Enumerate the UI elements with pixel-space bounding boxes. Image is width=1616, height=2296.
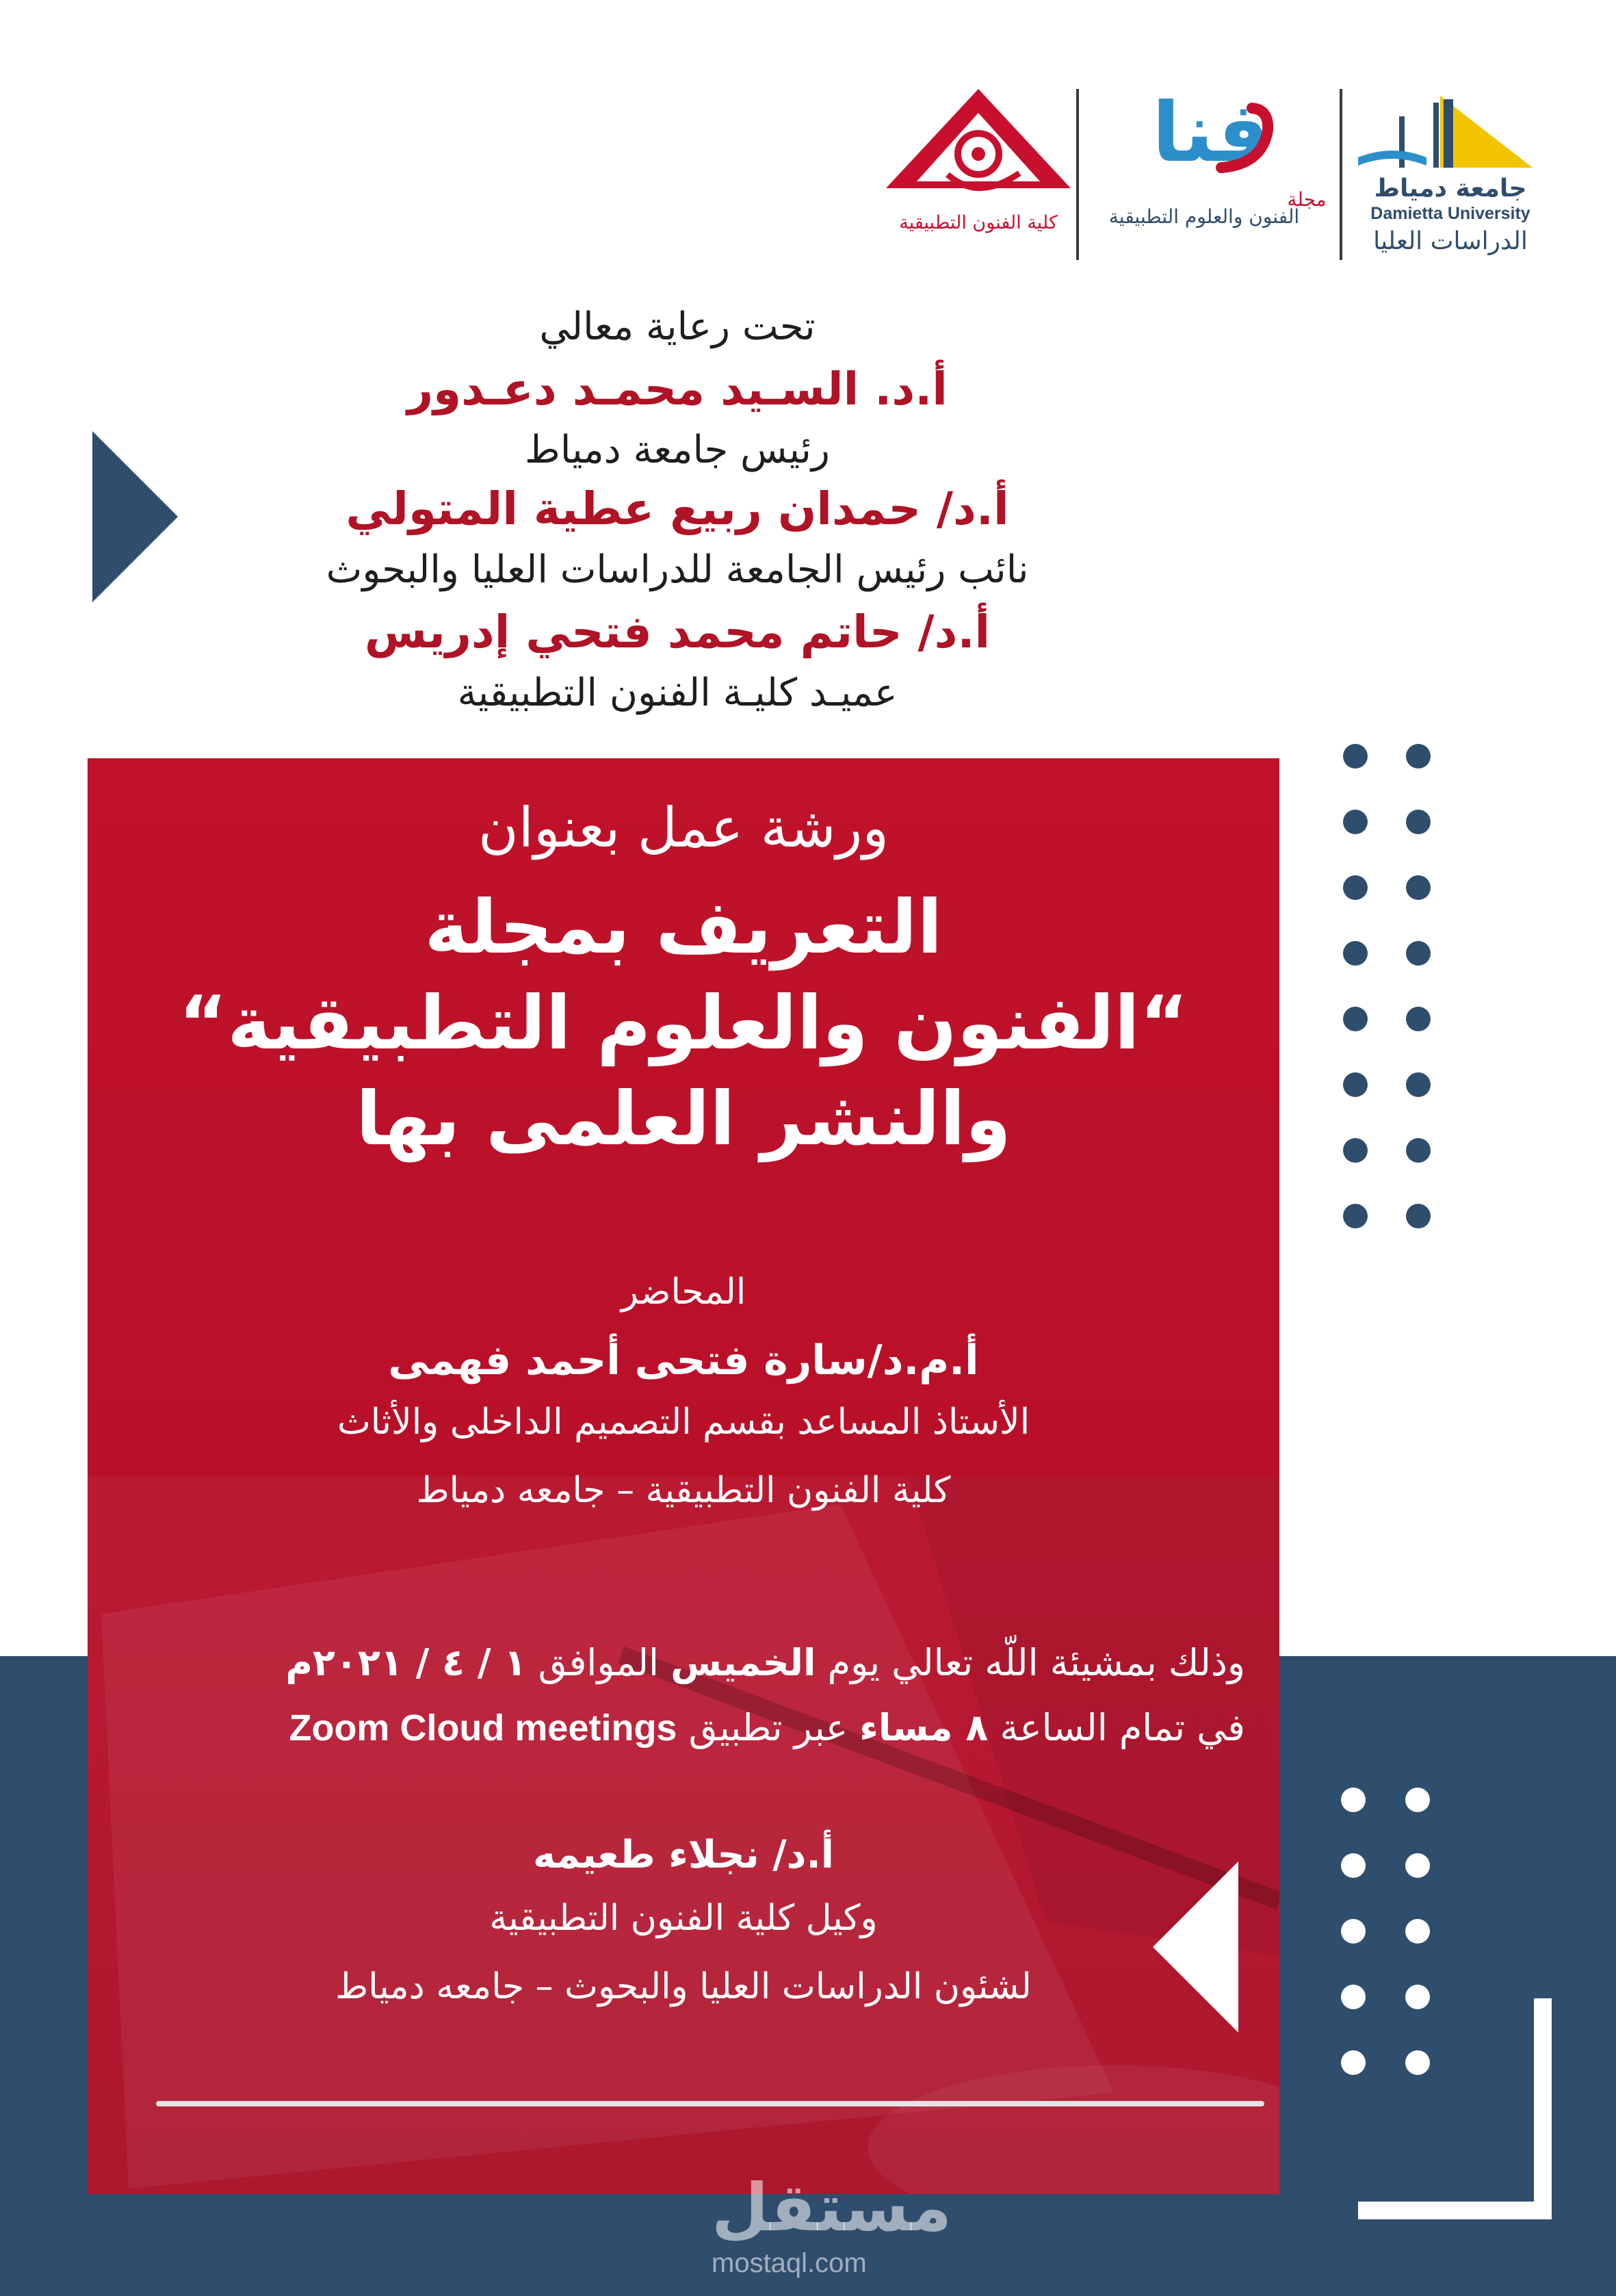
- workshop-title-line2: “الفنون والعلوم التطبيقية“: [179, 981, 1188, 1066]
- journal-logo-swoosh-icon: [1214, 103, 1276, 178]
- dot: [1343, 1072, 1368, 1097]
- patron-title-dean: عميـد كليـة الفنون التطبيقية: [457, 671, 898, 715]
- lecturer-name: أ.م.د/سارة فتحى أحمد فهمى: [388, 1337, 979, 1384]
- watermark-url: mostaql.com: [712, 2248, 867, 2278]
- patron-title-vice-president: نائب رئيس الجامعة للدراسات العليا والبحوث: [326, 547, 1029, 592]
- logo-divider: [1340, 89, 1342, 260]
- triangle-arrow-icon: [92, 431, 181, 602]
- dot: [1406, 810, 1431, 834]
- lecturer-label: المحاضر: [621, 1272, 746, 1313]
- university-logo-ar: جامعة دمياط: [1374, 175, 1527, 203]
- faculty-logo: [883, 86, 1074, 257]
- triangle-arrow-icon: [1153, 1861, 1242, 2033]
- schedule-date-prefix: وذلك بمشيئة اللّه تعالي يوم: [816, 1641, 1245, 1684]
- dot: [1343, 1204, 1368, 1228]
- card-divider-line: [156, 2101, 1264, 2106]
- schedule-date-line: [285, 1641, 1245, 1684]
- university-logo-sub: الدراسات العليا: [1373, 227, 1528, 255]
- journal-logo-mark: فنا: [1151, 86, 1270, 181]
- lecturer-role: الأستاذ المساعد بقسم التصميم الداخلى والأثاث: [337, 1402, 1030, 1443]
- dot: [1343, 810, 1368, 834]
- workshop-intro: ورشة عمل بعنوان: [478, 796, 889, 860]
- dot: [1406, 1007, 1431, 1031]
- journal-logo-text: الفنون والعلوم التطبيقية: [1108, 205, 1300, 228]
- university-logo-en: Damietta University: [1370, 204, 1530, 223]
- schedule-app-name: Zoom Cloud meetings: [289, 1707, 677, 1749]
- workshop-title-line1: التعريف بمجلة: [424, 885, 943, 970]
- journal-logo: [1088, 86, 1334, 260]
- university-logo: [1351, 89, 1550, 260]
- patron-title-president: رئيس جامعة دمياط: [525, 428, 830, 472]
- vice-dean-title: وكيل كلية الفنون التطبيقية: [489, 1898, 878, 1939]
- dot: [1406, 1138, 1431, 1163]
- dot: [1343, 1138, 1368, 1163]
- journal-logo-word: مجلة: [1287, 188, 1327, 211]
- patron-name-vice-president: أ.د/ حمدان ربيع عطية المتولي: [346, 482, 1009, 535]
- dot: [1406, 1204, 1431, 1228]
- dot: [1406, 744, 1431, 769]
- dot: [1343, 1007, 1368, 1031]
- logo-divider: [1076, 89, 1079, 260]
- dot: [1343, 941, 1368, 966]
- vice-dean-department: لشئون الدراسات العليا والبحوث – جامعه دمياط: [335, 1966, 1032, 2007]
- workshop-title-line3: والنشر العلمى بها: [356, 1076, 1011, 1162]
- schedule-date: ١ / ٤ / ٢٠٢١م: [285, 1641, 527, 1684]
- schedule-time-mid: عبر تطبيق: [677, 1706, 860, 1749]
- schedule-date-mid: الموافق: [526, 1641, 671, 1684]
- dot: [1343, 875, 1368, 900]
- dot: [1406, 1072, 1431, 1097]
- university-emblem-icon: [1351, 89, 1550, 178]
- schedule-day: الخميس: [670, 1641, 816, 1684]
- lecturer-affiliation: كلية الفنون التطبيقية – جامعه دمياط: [416, 1470, 951, 1511]
- watermark-logo: مستقل: [712, 2169, 952, 2246]
- dot: [1406, 875, 1431, 900]
- dot: [1406, 941, 1431, 966]
- dot: [1343, 744, 1368, 769]
- schedule-time-line: [289, 1706, 1245, 1749]
- patron-name-dean: أ.د/ حاتم محمد فتحي إدريس: [364, 606, 991, 658]
- vice-dean-name: أ.د/ نجلاء طعيمه: [533, 1833, 834, 1877]
- corner-bracket: [1358, 1998, 1556, 2224]
- faculty-emblem-icon: [883, 86, 1074, 209]
- schedule-time: ٨ مساء: [859, 1706, 989, 1749]
- faculty-logo-text: كلية الفنون التطبيقية: [899, 212, 1058, 233]
- patronage-intro: تحت رعاية معالي: [539, 305, 816, 349]
- schedule-time-prefix: في تمام الساعة: [988, 1706, 1245, 1749]
- workshop-card: [88, 758, 1279, 2194]
- patron-name-president: أ.د. السـيد محمـد دعـدور: [407, 363, 948, 415]
